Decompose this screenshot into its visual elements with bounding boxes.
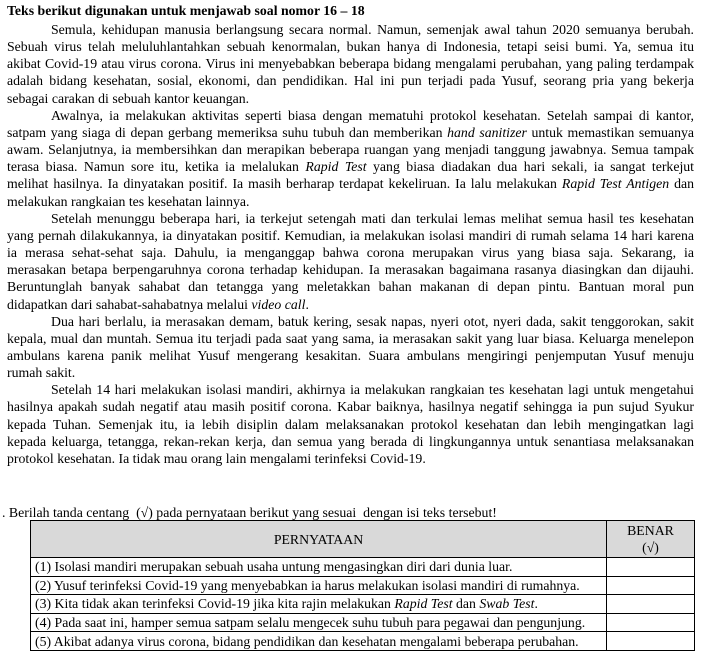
- passage-paragraph: [7, 381, 694, 467]
- passage-line: rumah sakit.: [7, 365, 76, 381]
- answer-column-header: [607, 521, 695, 558]
- passage-line: Setelah 14 hari melakukan isolasi mandiri, akhirnya ia melakukan rangkaian tes kesehatan lagi untuk mengetahui: [51, 382, 694, 398]
- answer-cell: [607, 595, 695, 614]
- statement-segment: (3) Kita tidak akan terinfeksi Covid-19 jika kita rajin melakukan: [35, 596, 395, 612]
- passage-line: Semula, kehidupan manusia berlangsung secara normal. Namun, semenjak awal tahun 2020 semuanya berubah.: [51, 22, 694, 37]
- answer-cell: [607, 613, 695, 632]
- statement-text: [31, 595, 607, 614]
- passage-line: ambulans karena panik melihat Yusuf mengerang kesakitan. Suara ambulans mengiringi penjemputan Yusuf menuju: [7, 347, 694, 363]
- passage-line: protokol kesehatan. Ia tidak mau orang lain mengalami terinfeksi Covid-19.: [7, 450, 426, 466]
- statement-row: [31, 613, 695, 632]
- statement-row: [31, 576, 695, 595]
- passage-line: [7, 175, 694, 192]
- table-header-row: [31, 521, 695, 558]
- passage-line: awam. Selanjutnya, ia membersihkan dan merapikan beberapa ruangan yang menjadi tanggung jawabnya. Semua tampak: [7, 142, 694, 158]
- italic-term: hand sanitizer: [447, 124, 527, 140]
- passage-line: sebagai carakan di sebuah kantor keuangan.: [7, 90, 250, 106]
- answer-cell: [607, 558, 695, 577]
- passage-line: [7, 158, 694, 175]
- passage-line: [7, 124, 694, 141]
- statement-row: [31, 595, 695, 614]
- line-text: dan: [669, 176, 694, 192]
- statement-segment: dan: [452, 596, 480, 612]
- question-instruction: . Berilah tanda centang (√) pada pernyataan berikut yang sesuai dengan isi teks tersebut!: [2, 505, 497, 520]
- statement-text: (4) Pada saat ini, hamper semua satpam selalu mengecek suhu tubuh para pegawai dan pengunjung.: [31, 613, 607, 632]
- italic-term: Rapid Test: [394, 596, 453, 612]
- italic-term: Rapid Test: [305, 159, 367, 175]
- passage-line: hasilnya apakah sudah negatif atau masih positif corona. Kabar baiknya, hasilnya negatif sehingga ia pun sujud Syukur: [7, 399, 694, 415]
- passage-line: merasakan betapa berpengaruhnya corona terhadap kehidupan. Ia merasakan bagaimana rasanya diasingkan dan dijauhi.: [7, 262, 694, 278]
- passage-paragraph: [7, 21, 694, 107]
- line-text: didapatkan dari sahabat-sahabatnya melalui: [7, 296, 252, 312]
- passage-line: [7, 296, 694, 313]
- statement-text: (2) Yusuf terinfeksi Covid-19 yang menyebabkan ia harus melakukan isolasi mandiri di rumahnya.: [31, 576, 607, 595]
- passage-line: Awalnya, ia melakukan aktivitas seperti biasa dengan mematuhi protokol kesehatan. Setelah sampai di kantor,: [51, 107, 694, 123]
- statement-row: [31, 632, 695, 651]
- passage-line: Setelah menunggu beberapa hari, ia terkejut setengah mati dan terkulai lemas melihat semua hasil tes kesehatan: [51, 210, 694, 226]
- statement-table: [30, 520, 695, 651]
- line-text: .: [305, 296, 309, 312]
- answer-cell: [607, 576, 695, 595]
- passage-line: melakukan rangkaian tes kesehatan lainnya.: [7, 193, 250, 209]
- checkmark-symbol: (√): [642, 540, 659, 555]
- passage-title: Teks berikut digunakan untuk menjawab soal nomor 16 – 18: [7, 3, 365, 18]
- passage-line: Dua hari berlalu, ia merasakan demam, batuk kering, sesak napas, nyeri otot, nyeri dada, sakit tenggorokan, sakit: [51, 313, 694, 329]
- statement-row: [31, 558, 695, 577]
- italic-term: video call: [251, 296, 306, 312]
- passage-line: kepala, mual dan muntah. Semua itu terjadi pada saat yang sama, ia merasakan sakit yang luar biasa. Keluarga menelepon: [7, 330, 694, 346]
- passage-line: adalah bidang kesehatan, sosial, ekonomi, dan pendidikan. Hal ini pun terjadi pada Yusuf, seorang pria yang bekerja: [7, 73, 694, 89]
- statement-text: (1) Isolasi mandiri merupakan sebuah usaha untung mengasingkan diri dari dunia luar.: [31, 558, 607, 577]
- answer-header-label: BENAR: [627, 523, 674, 538]
- line-text: untuk memastikan semuanya: [526, 124, 694, 140]
- passage-line: kepada Tuhan. Semenjak itu, ia lebih disiplin dalam melaksanakan protokol kesehatan dan lebih mengingatkan lagi: [7, 416, 694, 432]
- passage-line: Sebuah virus telah meluluhlantahkan sebuah kenormalan, bukan hanya di Indonesia, tetapi seisi bumi. Ya, semua itu: [7, 39, 694, 55]
- line-text: yang biasa diadakan dua hari sekali, ia sangat terkejut: [366, 159, 694, 175]
- line-text: satpam yang siaga di depan gerbang memeriksa suhu tubuh dan memberikan: [7, 124, 448, 140]
- passage-line: akibat Covid-19 atau virus corona. Virus ini menyebabkan beberapa bidang mengalami perubahan, yang paling terdampak: [7, 56, 694, 72]
- italic-term: Rapid Test Antigen: [561, 176, 670, 192]
- line-text: melihat hasilnya. Ia dinyatakan positif. Ia masih berharap terdapat kekeliruan. Ia lalu melakukan: [7, 176, 562, 192]
- passage-paragraph: [7, 107, 694, 210]
- passage-line: kepada keluarga, tetangga, rekan-rekan kerja, dan semua yang berada di lingkungannya untuk senantiasa melaksanakan: [7, 433, 694, 449]
- statement-segment: .: [534, 596, 538, 612]
- passage-paragraph: [7, 313, 694, 382]
- reading-passage: [7, 21, 694, 467]
- passage-line: ia merasa sehat-sehat saja. Dahulu, ia menganggap bahwa corona merupakan virus yang biasa saja. Sekarang, ia: [7, 245, 694, 261]
- statement-text: (5) Akibat adanya virus corona, bidang pendidikan dan kesehatan mengalami beberapa perubahan.: [31, 632, 607, 651]
- passage-line: Beruntunglah banyak sahabat dan tetangga yang meletakkan bahan makanan di depan pintu. Bantuan moral pun: [7, 279, 694, 295]
- passage-paragraph: [7, 210, 694, 313]
- italic-term: Swab Test: [479, 596, 535, 612]
- answer-cell: [607, 632, 695, 651]
- passage-line: yang pernah dilakukannya, ia dinyatakan positif. Kemudian, ia melakukan isolasi mandiri di rumah selama 14 hari karena: [7, 227, 694, 243]
- line-text: terasa biasa. Namun sore itu, ketika ia melalukan: [7, 159, 306, 175]
- statement-column-header: PERNYATAAN: [31, 521, 607, 558]
